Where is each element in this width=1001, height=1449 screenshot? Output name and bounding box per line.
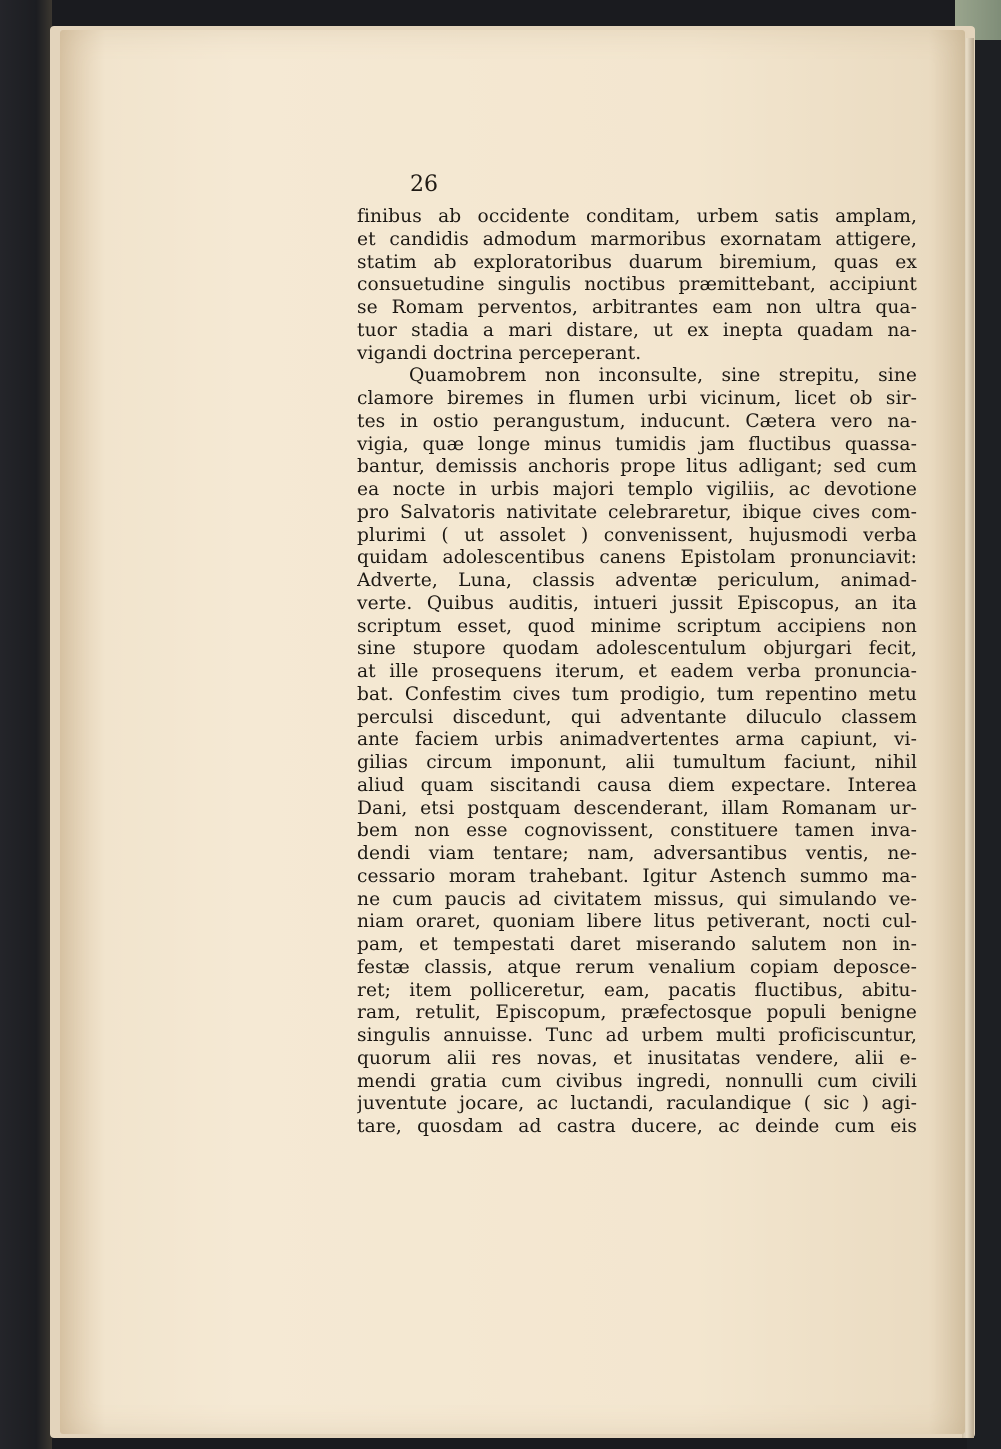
text-line: bat. Confestim cives tum prodigio, tum repentino metu bbox=[357, 683, 917, 705]
text-line: pro Salvatoris nativitate celebraretur, ibique cives com- bbox=[357, 501, 917, 523]
text-line: se Romam perventos, arbitrantes eam non ultra qua- bbox=[357, 297, 917, 318]
text-line: bem non esse cognovissent, constituere tamen inva- bbox=[357, 820, 917, 842]
text-line: tare, quosdam ad castra ducere, ac deinde cum eis bbox=[357, 1116, 917, 1137]
text-line: bantur, demissis anchoris prope litus adligant; sed cum bbox=[357, 456, 917, 478]
text-line: Dani, etsi postquam descenderant, illam Romanam ur- bbox=[357, 797, 917, 819]
text-line: pam, et tempestati daret miserando salutem non in- bbox=[357, 934, 917, 955]
text-line: ne cum paucis ad civitatem missus, qui simulando ve- bbox=[357, 888, 917, 910]
text-line: sine stupore quodam adolescentulum objurgari fecit, bbox=[357, 638, 917, 660]
text-line: statim ab exploratoribus duarum biremium, quas ex bbox=[357, 251, 917, 273]
text-line: at ille prosequens iterum, et eadem verba pronuncia- bbox=[357, 661, 917, 682]
text-line: gilias circum imponunt, alii tumultum faciunt, nihil bbox=[357, 752, 917, 773]
text-line: et candidis admodum marmoribus exornatam attigere, bbox=[357, 228, 917, 250]
text-line: consuetudine singulis noctibus præmittebant, accipiunt bbox=[357, 274, 917, 296]
text-line: singulis annuisse. Tunc ad urbem multi proficiscuntur, bbox=[357, 1025, 917, 1046]
text-line: quorum alii res novas, et inusitatas vendere, alii e- bbox=[357, 1047, 917, 1069]
text-line: dendi viam tentare; nam, adversantibus ventis, ne- bbox=[357, 843, 917, 864]
text-line: Adverte, Luna, classis adventæ periculum, animad- bbox=[357, 570, 917, 591]
text-line: ram, retulit, Episcopum, præfectosque populi benigne bbox=[357, 1002, 917, 1024]
page-number: 26 bbox=[410, 172, 438, 197]
text-line: ret; item polliceretur, eam, pacatis fluctibus, abitu- bbox=[357, 979, 917, 1001]
text-line: aliud quam siscitandi causa diem expectare. Interea bbox=[357, 774, 917, 796]
text-line: mendi gratia cum civibus ingredi, nonnulli cum civili bbox=[357, 1070, 917, 1092]
text-line: juventute jocare, ac luctandi, raculandique ( sic ) agi- bbox=[357, 1093, 917, 1115]
text-line: vigandi doctrina perceperant. bbox=[357, 342, 642, 364]
text-line: clamore biremes in flumen urbi vicinum, licet ob sir- bbox=[357, 388, 917, 409]
text-line: tuor stadia a mari distare, ut ex inepta quadam na- bbox=[357, 319, 917, 341]
scan-background-left bbox=[0, 0, 52, 1449]
text-line: tes in ostio perangustum, inducunt. Cætera vero na- bbox=[357, 410, 917, 432]
text-line: plurimi ( ut assolet ) convenissent, hujusmodi verba bbox=[357, 524, 917, 546]
text-line: ante faciem urbis animadvertentes arma capiunt, vi- bbox=[357, 729, 917, 751]
text-line: Quamobrem non inconsulte, sine strepitu, sine bbox=[409, 365, 917, 387]
text-line: verte. Quibus auditis, intueri jussit Episcopus, an ita bbox=[357, 592, 917, 614]
text-line: cessario moram trahebant. Igitur Astench summo ma- bbox=[357, 865, 917, 887]
text-line: scriptum esset, quod minime scriptum accipiens non bbox=[357, 615, 917, 637]
body-text bbox=[357, 206, 917, 1139]
text-line: perculsi discedunt, qui adventante diluculo classem bbox=[357, 706, 917, 728]
text-line: festæ classis, atque rerum venalium copiam deposce- bbox=[357, 956, 917, 978]
text-line: quidam adolescentibus canens Epistolam pronunciavit: bbox=[357, 547, 917, 569]
text-line: finibus ab occidente conditam, urbem satis amplam, bbox=[357, 206, 917, 227]
text-line: niam oraret, quoniam libere litus petiverant, nocti cul- bbox=[357, 911, 917, 933]
text-line: vigia, quæ longe minus tumidis jam fluctibus quassa- bbox=[357, 433, 917, 455]
text-line: ea nocte in urbis majori templo vigiliis, ac devotione bbox=[357, 479, 917, 500]
